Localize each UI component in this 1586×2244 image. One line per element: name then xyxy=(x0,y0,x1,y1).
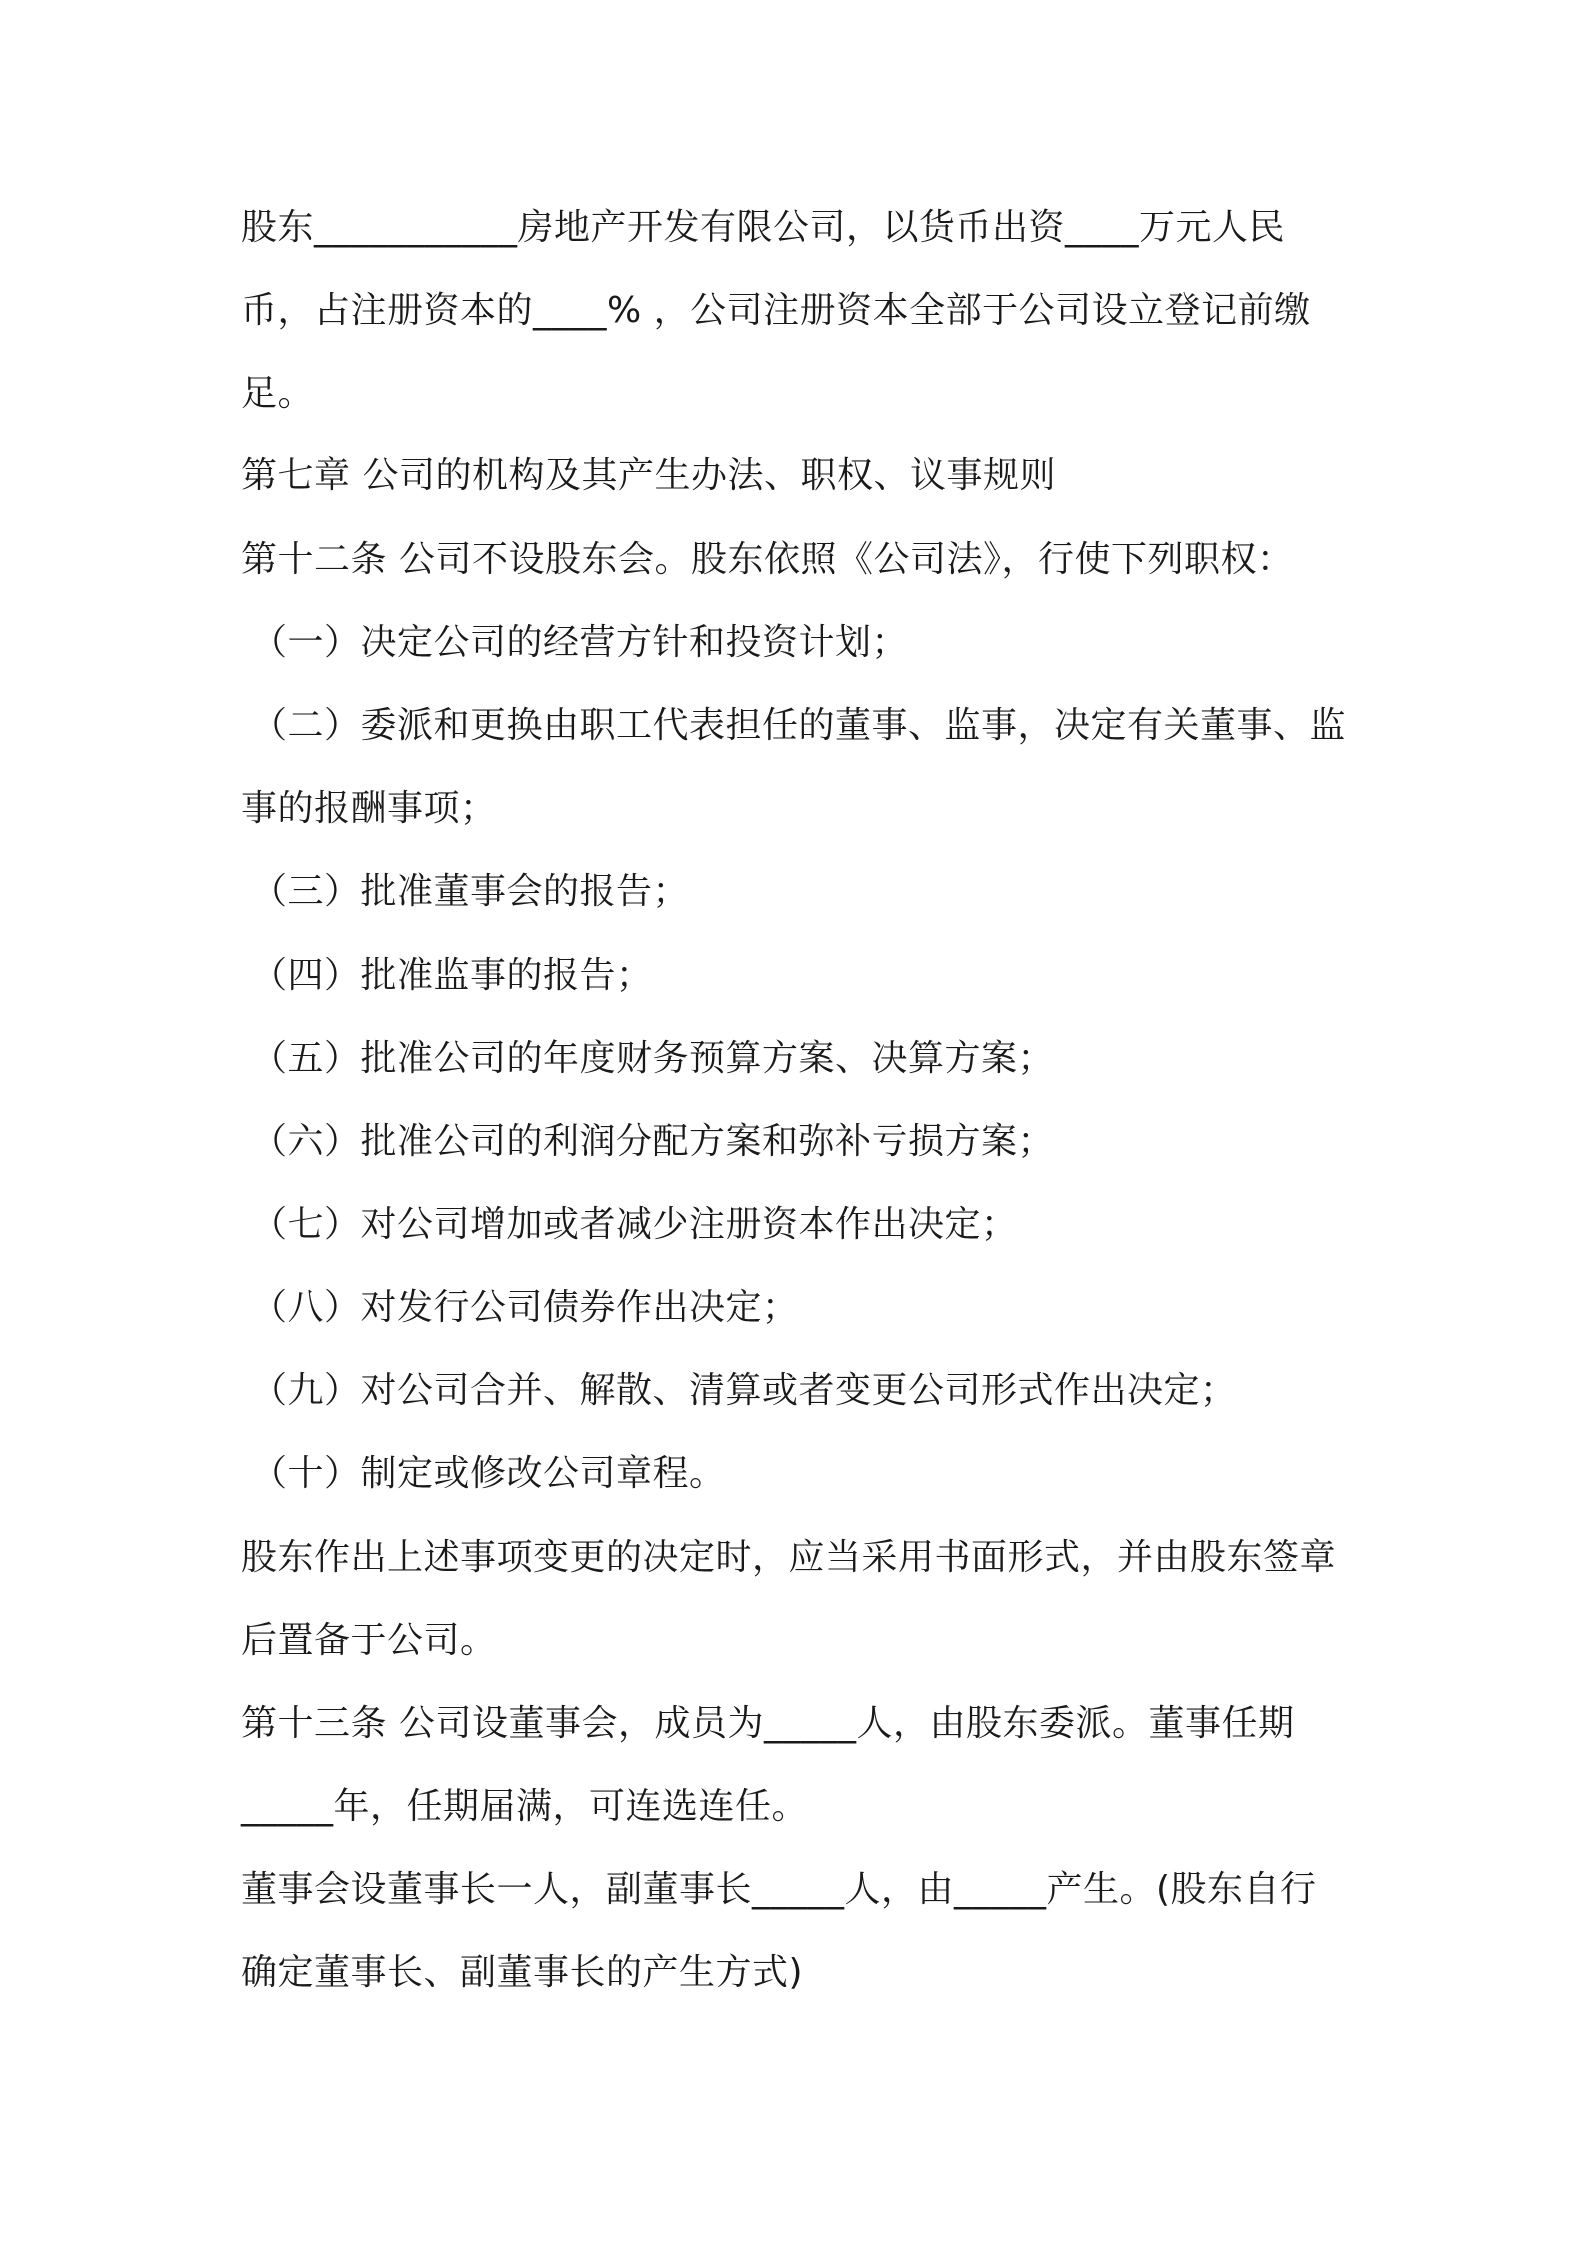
list-item: （三）批准董事会的报告； xyxy=(251,871,690,912)
list-item: （五）批准公司的年度财务预算方案、决算方案； xyxy=(251,1038,1055,1079)
text-line: 足。 xyxy=(241,373,315,414)
article-heading: 第十三条 公司设董事会，成员为_____人，由股东委派。董事任期 xyxy=(241,1703,1295,1744)
text-line: 董事会设董事长一人，副董事长_____人，由_____产生。(股东自行 xyxy=(241,1869,1317,1910)
list-item: （六）批准公司的利润分配方案和弥补亏损方案； xyxy=(251,1121,1055,1162)
text-line: 币，占注册资本的____% ，公司注册资本全部于公司设立登记前缴 xyxy=(241,290,1311,331)
text-line: 股东作出上述事项变更的决定时，应当采用书面形式，并由股东签章 xyxy=(241,1537,1337,1578)
text-line: _____年，任期届满，可连选连任。 xyxy=(241,1786,809,1827)
text-line: 后置备于公司。 xyxy=(241,1620,497,1661)
text-line: 事的报酬事项； xyxy=(241,788,497,829)
list-item: （九）对公司合并、解散、清算或者变更公司形式作出决定； xyxy=(251,1370,1237,1411)
list-item: （四）批准监事的报告； xyxy=(251,955,653,996)
list-item: （七）对公司增加或者减少注册资本作出决定； xyxy=(251,1204,1018,1245)
text-line: 股东___________房地产开发有限公司，以货币出资____万元人民 xyxy=(241,207,1286,248)
article-heading: 第十二条 公司不设股东会。股东依照《公司法》，行使下列职权： xyxy=(241,539,1294,580)
list-item: （二）委派和更换由职工代表担任的董事、监事，决定有关董事、监 xyxy=(251,705,1347,746)
list-item: （十）制定或修改公司章程。 xyxy=(251,1453,726,1494)
list-item: （八）对发行公司债券作出决定； xyxy=(251,1287,799,1328)
text-line: 确定董事长、副董事长的产生方式) xyxy=(241,1952,804,1993)
chapter-heading: 第七章 公司的机构及其产生办法、职权、议事规则 xyxy=(241,455,1056,496)
list-item: （一）决定公司的经营方针和投资计划； xyxy=(251,622,909,663)
